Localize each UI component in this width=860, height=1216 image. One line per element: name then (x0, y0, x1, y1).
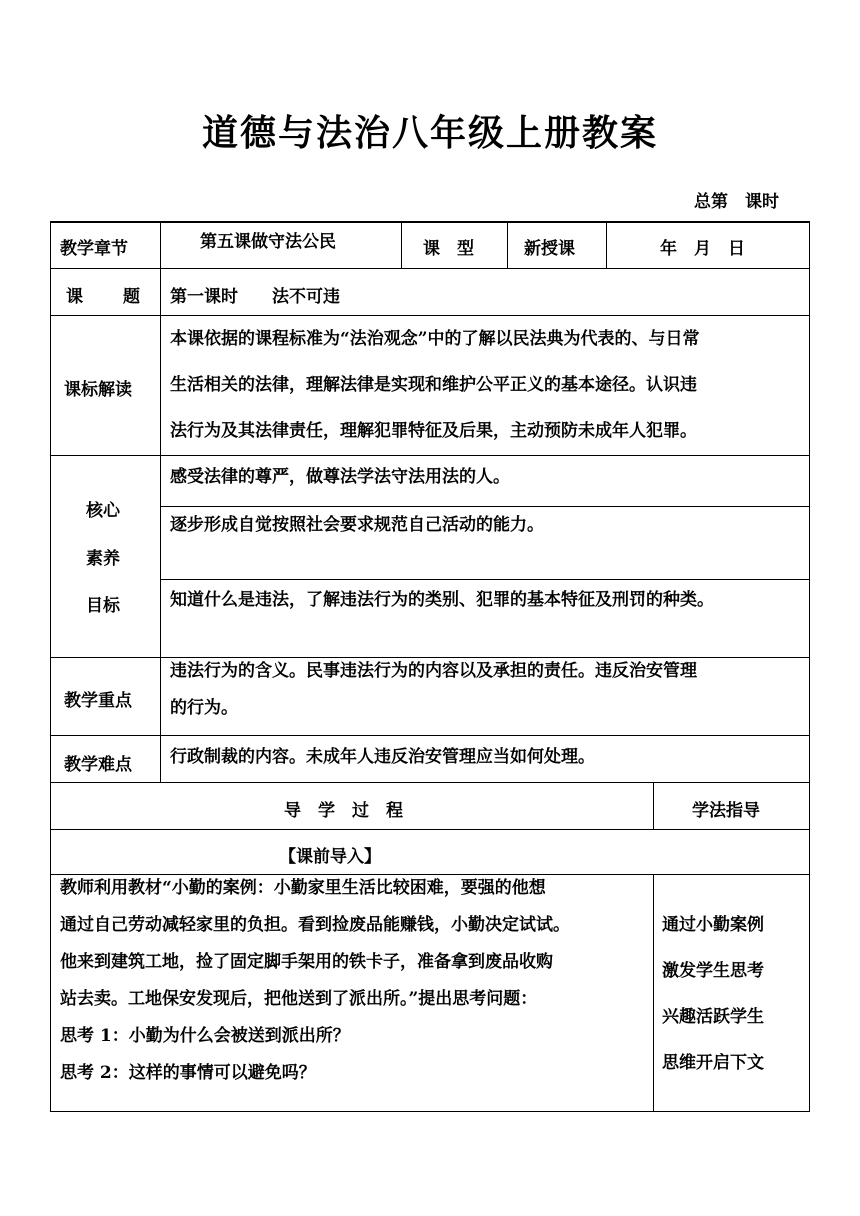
question-1-label: 思考 1 (60, 1026, 112, 1046)
standards-text (170, 316, 700, 454)
question-1-text: ：小勤为什么会被送到派出所？ (111, 1026, 350, 1046)
header-col-divider (507, 221, 508, 268)
section-heading: 【课前导入】 (279, 847, 381, 867)
goal-item: 知道什么是违法，了解违法行为的类别、犯罪的基本特征及刑罚的种类。 (170, 590, 714, 610)
row-divider (50, 735, 810, 736)
table-border-bottom (50, 1111, 810, 1112)
intro-line: 教师利用教材“小勤的案例：小勤家里生活比较困难，要强的他想 (60, 878, 546, 898)
chapter-value: 第五课做守法公民 (200, 232, 336, 252)
goal-item: 逐步形成自觉按照社会要求规范自己活动的能力。 (170, 515, 544, 535)
process-col-divider (653, 874, 654, 1112)
goal-item: 感受法律的尊严，做尊法学法守法用法的人。 (170, 467, 510, 487)
guidance-line: 兴趣活跃学生 (662, 1007, 764, 1027)
row-divider (50, 829, 810, 830)
row-divider (50, 268, 810, 269)
key-points-text (170, 653, 697, 727)
row-divider (50, 782, 810, 783)
difficulties-label: 教学难点 (64, 755, 132, 775)
standards-line: 本课依据的课程标准为“法治观念”中的了解以民法典为代表的、与日常 (170, 329, 700, 349)
method-guidance (662, 902, 764, 1086)
question-2 (60, 1055, 570, 1092)
header-col-divider (606, 221, 607, 268)
guidance-line: 激发学生思考 (662, 961, 764, 981)
key-points-label: 教学重点 (64, 691, 132, 711)
document-title: 道德与法治八年级上册教案 (201, 112, 658, 154)
intro-line: 通过自己劳动减轻家里的负担。看到捡废品能赚钱，小勤决定试试。 (60, 915, 570, 935)
goal-divider (160, 579, 810, 580)
intro-line: 站去卖。工地保安发现后，把他送到了派出所。”提出思考问题： (60, 989, 538, 1009)
key-points-line: 的行为。 (170, 698, 238, 718)
method-header: 学法指导 (692, 801, 760, 821)
process-col-divider (653, 782, 654, 829)
intro-line: 他来到建筑工地，捡了固定脚手架用的铁卡子，准备拿到废品收购 (60, 952, 553, 972)
total-lesson-count: 总第 课时 (694, 192, 779, 212)
goals-label-line: 核心 (86, 501, 120, 521)
question-2-label: 思考 2 (60, 1063, 112, 1083)
topic-value: 第一课时 法不可违 (170, 287, 340, 307)
type-label: 课 型 (423, 239, 474, 259)
key-points-line: 违法行为的含义。民事违法行为的内容以及承担的责任。违反治安管理 (170, 661, 697, 681)
standards-line: 法行为及其法律责任，理解犯罪特征及后果，主动预防未成年人犯罪。 (170, 421, 697, 441)
date-field: 年 月 日 (660, 239, 745, 259)
goals-label-line: 素养 (86, 549, 120, 569)
question-2-text: ：这样的事情可以避免吗？ (111, 1063, 316, 1083)
goal-divider (160, 506, 810, 507)
goals-label-line: 目标 (86, 596, 120, 616)
chapter-label: 教学章节 (60, 239, 128, 259)
type-value: 新授课 (524, 239, 575, 259)
table-border-top (50, 221, 810, 223)
process-header: 导 学 过 程 (284, 801, 403, 821)
standards-label: 课标解读 (64, 380, 132, 400)
table-border-right (809, 221, 810, 1112)
table-border-left (50, 221, 51, 1112)
standards-line: 生活相关的法律，理解法律是实现和维护公平正义的基本途径。认识违 (170, 375, 697, 395)
label-column-divider (160, 221, 161, 782)
row-divider (50, 455, 810, 456)
guidance-line: 通过小勤案例 (662, 915, 764, 935)
guidance-line: 思维开启下文 (662, 1053, 764, 1073)
topic-label: 课 题 (66, 287, 142, 307)
question-1 (60, 1018, 570, 1055)
header-col-divider (401, 221, 402, 268)
difficulties-value: 行政制裁的内容。未成年人违反治安管理应当如何处理。 (170, 747, 595, 767)
intro-text (60, 870, 570, 1092)
